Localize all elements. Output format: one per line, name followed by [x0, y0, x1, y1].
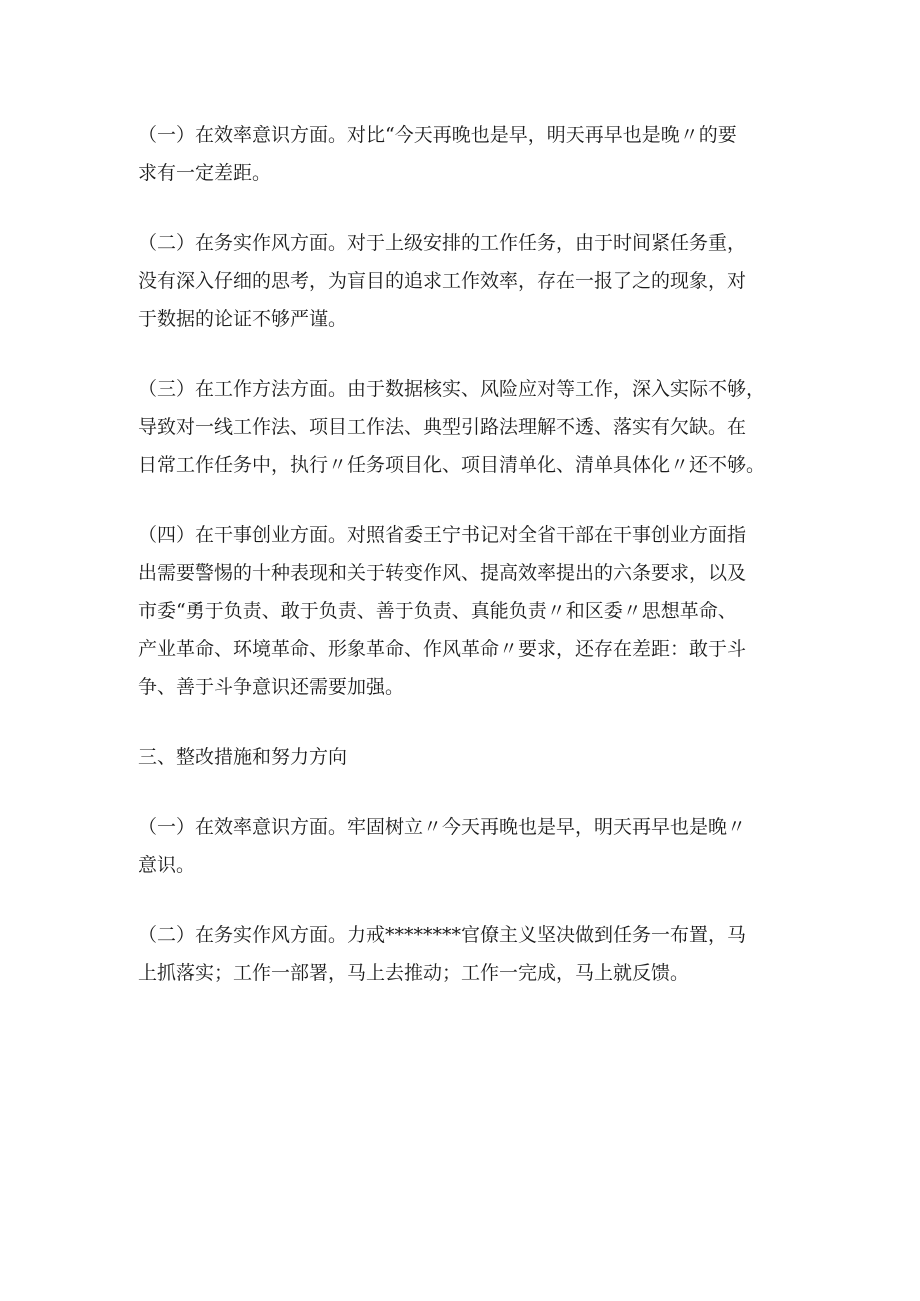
document-body: [138, 116, 798, 1024]
paragraph-line: 求有一定差距。: [138, 162, 272, 184]
paragraph-line: （三）在工作方法方面。由于数据核实、风险应对等工作，深入实际不够，: [138, 378, 766, 400]
paragraph-line: 日常工作任务中，执行〃任务项目化、项目清单化、清单具体化〃还不够。: [138, 454, 766, 476]
paragraph-line: 意识。: [138, 854, 196, 876]
paragraph-line: 出需要警惕的十种表现和关于转变作风、提高效率提出的六条要求，以及: [138, 562, 747, 584]
paragraph-line: 争、善于斗争意识还需要加强。: [138, 676, 405, 698]
paragraph-work-methods: [138, 370, 798, 484]
section-heading-text: 三、整改措施和努力方向: [138, 746, 348, 768]
paragraph-line: 产业革命、环境革命、形象革命、作风革命〃要求，还存在差距：敢于斗: [138, 638, 747, 660]
paragraph-line: （一）在效率意识方面。牢固树立〃今天再晚也是早，明天再早也是晚〃: [138, 816, 747, 838]
paragraph-efficiency-awareness: [138, 116, 798, 192]
paragraph-practical-style: [138, 224, 798, 338]
paragraph-line: 上抓落实；工作一部署，马上去推动；工作一完成，马上就反馈。: [138, 962, 690, 984]
paragraph-line: 没有深入仔细的思考，为盲目的追求工作效率，存在一报了之的现象，对: [138, 270, 747, 292]
paragraph-line: 于数据的论证不够严谨。: [138, 308, 348, 330]
paragraph-measure-practical-style: [138, 916, 798, 992]
paragraph-line: （一）在效率意识方面。对比“今天再晚也是早，明天再早也是晚〃的要: [138, 124, 737, 146]
paragraph-line: （四）在干事创业方面。对照省委王宁书记对全省干部在干事创业方面指: [138, 524, 747, 546]
section-heading-rectification-measures: [138, 738, 798, 776]
paragraph-line: 导致对一线工作法、项目工作法、典型引路法理解不透、落实有欠缺。在: [138, 416, 747, 438]
paragraph-entrepreneurship: [138, 516, 798, 706]
paragraph-line: （二）在务实作风方面。对于上级安排的工作任务，由于时间紧任务重，: [138, 232, 747, 254]
paragraph-line: （二）在务实作风方面。力戒********官僚主义坚决做到任务一布置，马: [138, 924, 747, 946]
paragraph-measure-efficiency: [138, 808, 798, 884]
paragraph-line: 市委“勇于负责、敢于负责、善于负责、真能负责〃和区委〃思想革命、: [138, 600, 737, 622]
